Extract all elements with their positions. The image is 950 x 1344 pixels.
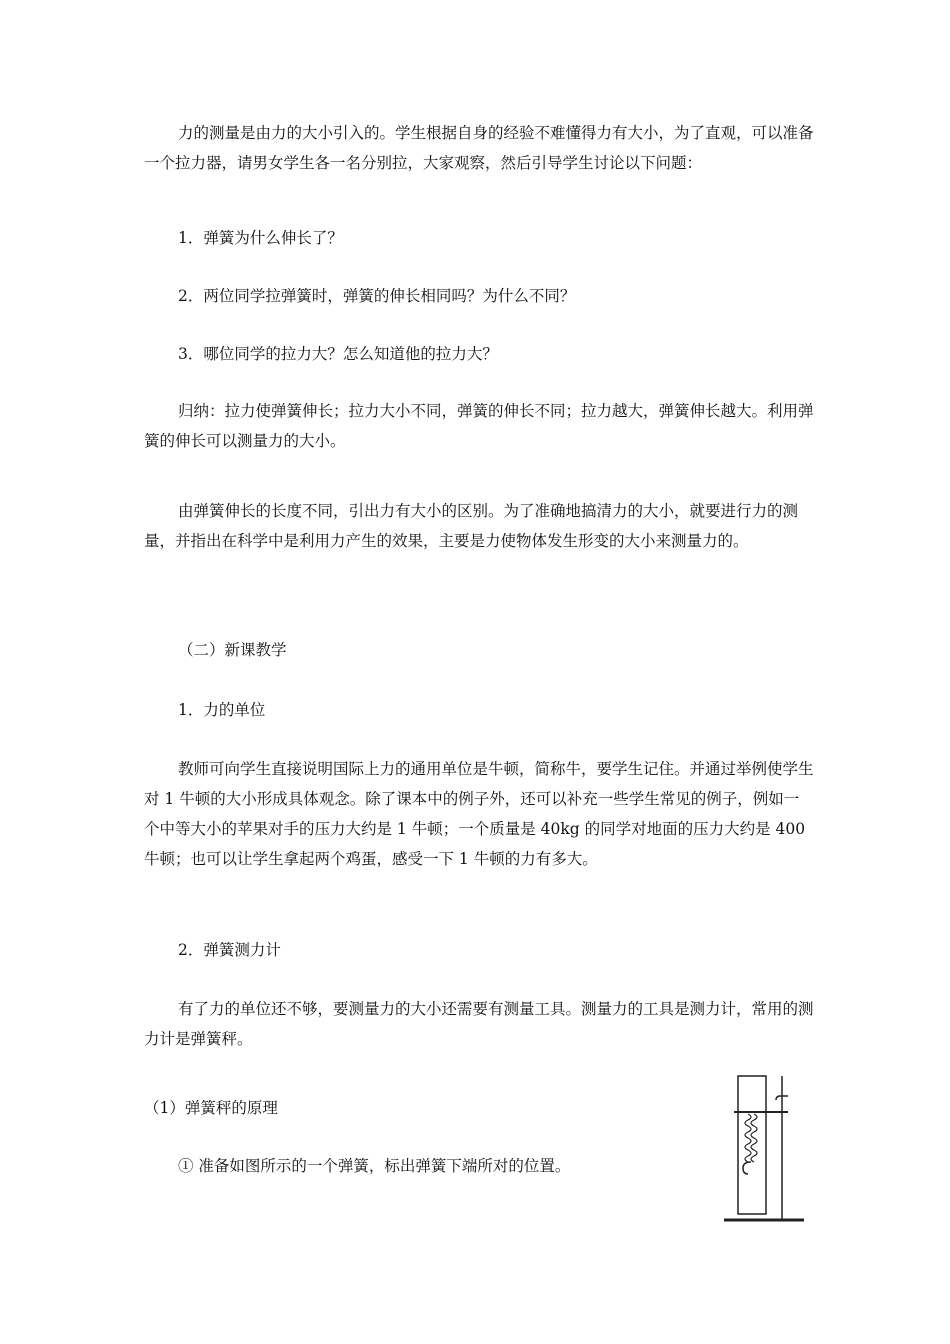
spring-coil-back [751,1114,757,1162]
meter-paragraph: 有了力的单位还不够，要测量力的大小还需要有测量工具。测量力的工具是测力计，常用的测力计是弹簧秤。 [144,1000,814,1048]
section-heading: （二）新课教学 [178,641,287,659]
meter-heading: 2．弹簧测力计 [178,941,281,959]
summary-paragraph: 归纳：拉力使弹簧伸长；拉力大小不同，弹簧的伸长不同；拉力越大，弹簧伸长越大。利用弹簧的伸长可以测量力的大小。 [144,402,814,450]
question-2: 2．两位同学拉弹簧时，弹簧的伸长相同吗？为什么不同？ [178,287,576,305]
intro-paragraph: 力的测量是由力的大小引入的。学生根据自身的经验不难懂得力有大小，为了直观，可以准备一个拉力器，请男女学生各一名分别拉，大家观察，然后引导学生讨论以下问题： [144,124,814,172]
spring-stand-figure [718,1070,818,1230]
transition-paragraph: 由弹簧伸长的长度不同，引出力有大小的区别。为了准确地搞清力的大小，就要进行力的测量，并指出在科学中是利用力产生的效果，主要是力使物体发生形变的大小来测量力的。 [144,502,799,550]
principle-heading: （1）弹簧秤的原理 [144,1099,278,1117]
unit-heading: 1．力的单位 [178,701,266,719]
spring-coil [745,1114,751,1162]
question-1: 1．弹簧为什么伸长了？ [178,229,343,247]
step-1: ① 准备如图所示的一个弹簧，标出弹簧下端所对的位置。 [178,1157,571,1175]
spring-hook [743,1162,751,1174]
question-3: 3．哪位同学的拉力大？怎么知道他的拉力大？ [178,345,498,363]
unit-paragraph: 教师可向学生直接说明国际上力的通用单位是牛顿，简称牛，要学生记住。并通过举例使学生对 1 牛顿的大小形成具体观念。除了课本中的例子外，还可以补充一些学生常见的例子，例如一个中等大小的苹果对手的压力大约是 1 牛顿；一个质量是 40kg 的同学对地面的压力大约是 400 牛顿；也可以让学生拿起两个鸡蛋，感受一下 1 牛顿的力有多大。 [144,760,814,868]
